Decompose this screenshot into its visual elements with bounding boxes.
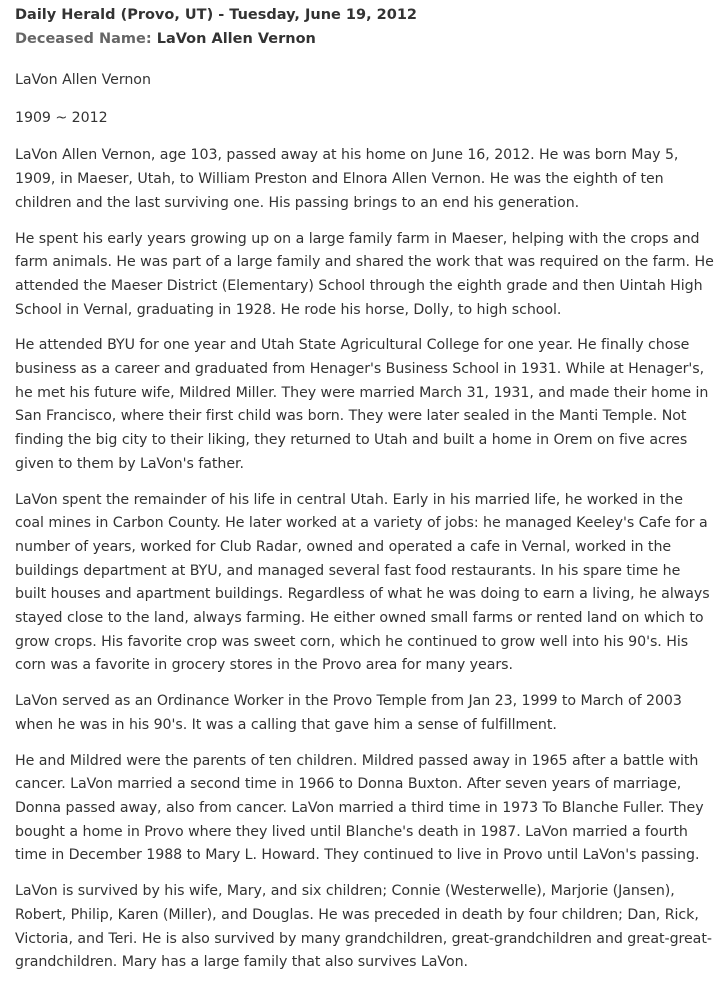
article-paragraph: LaVon served as an Ordinance Worker in the Provo Temple from Jan 23, 1999 to March of 2003 when he was in his 90's. It was a calling that gave him a sense of fulfillment. xyxy=(15,693,682,733)
article-paragraph: He attended BYU for one year and Utah State Agricultural College for one year. He finally chose business as a career and graduated from Henager's Business School in 1931. While at Henager's, he met his future wife, Mildred Miller. They were married March 31, 1931, and made their home in San Francisco, where their first child was born. They were later sealed in the Manti Temple. Not finding the big city to their liking, they returned to Utah and built a home in Orem on five acres given to them by LaVon's father. xyxy=(15,337,709,472)
article-paragraph: LaVon is survived by his wife, Mary, and six children; Connie (Westerwelle), Marjorie (Jansen), Robert, Philip, Karen (Miller), and Douglas. He was preceded in death by four children; Dan, Rick, Victoria, and Teri. He is also survived by many grandchildren, great-grandchildren and great-great-grandchildren. Mary has a large family that also survives LaVon. xyxy=(15,883,712,971)
article-paragraph: LaVon Allen Vernon, age 103, passed away at his home on June 16, 2012. He was born May 5, 1909, in Maeser, Utah, to William Preston and Elnora Allen Vernon. He was the eighth of ten children and the last surviving one. His passing brings to an end his generation. xyxy=(15,147,679,211)
deceased-label: Deceased Name: xyxy=(15,31,152,47)
deceased-name: LaVon Allen Vernon xyxy=(156,31,316,47)
publication-line: Daily Herald (Provo, UT) - Tuesday, June 19, 2012 xyxy=(15,7,418,23)
article-paragraph: LaVon spent the remainder of his life in central Utah. Early in his married life, he worked in the coal mines in Carbon County. He later worked at a variety of jobs: he managed Keeley's Cafe for a number of years, worked for Club Radar, owned and operated a cafe in Vernal, worked in the buildings department at BYU, and managed several fast food restaurants. In his spare time he built houses and apartment buildings. Regardless of what he was doing to earn a living, he always stayed close to the land, always farming. He either owned small farms or rented land on which to grow crops. His favorite crop was sweet corn, which he continued to grow well into his 90's. His corn was a favorite in grocery stores in the Provo area for many years. xyxy=(15,491,710,674)
article-paragraph: He spent his early years growing up on a large family farm in Maeser, helping with the crops and farm animals. He was part of a large family and shared the work that was required on the farm. He attended the Maeser District (Elementary) School through the eighth grade and then Uintah High School in Vernal, graduating in 1928. He rode his horse, Dolly, to high school. xyxy=(15,230,714,318)
article-name: LaVon Allen Vernon xyxy=(15,72,151,88)
article-dates: 1909 ~ 2012 xyxy=(15,109,108,126)
article-paragraph: He and Mildred were the parents of ten children. Mildred passed away in 1965 after a battle with cancer. LaVon married a second time in 1966 to Donna Buxton. After seven years of marriage, Donna passed away, also from cancer. LaVon married a third time in 1973 To Blanche Fuller. They bought a home in Provo where they lived until Blanche's death in 1987. LaVon married a fourth time in December 1988 to Mary L. Howard. They continued to live in Provo until LaVon's passing. xyxy=(15,752,704,864)
obituary-article xyxy=(15,69,715,987)
deceased-line xyxy=(15,27,715,51)
obituary-header xyxy=(15,3,715,51)
